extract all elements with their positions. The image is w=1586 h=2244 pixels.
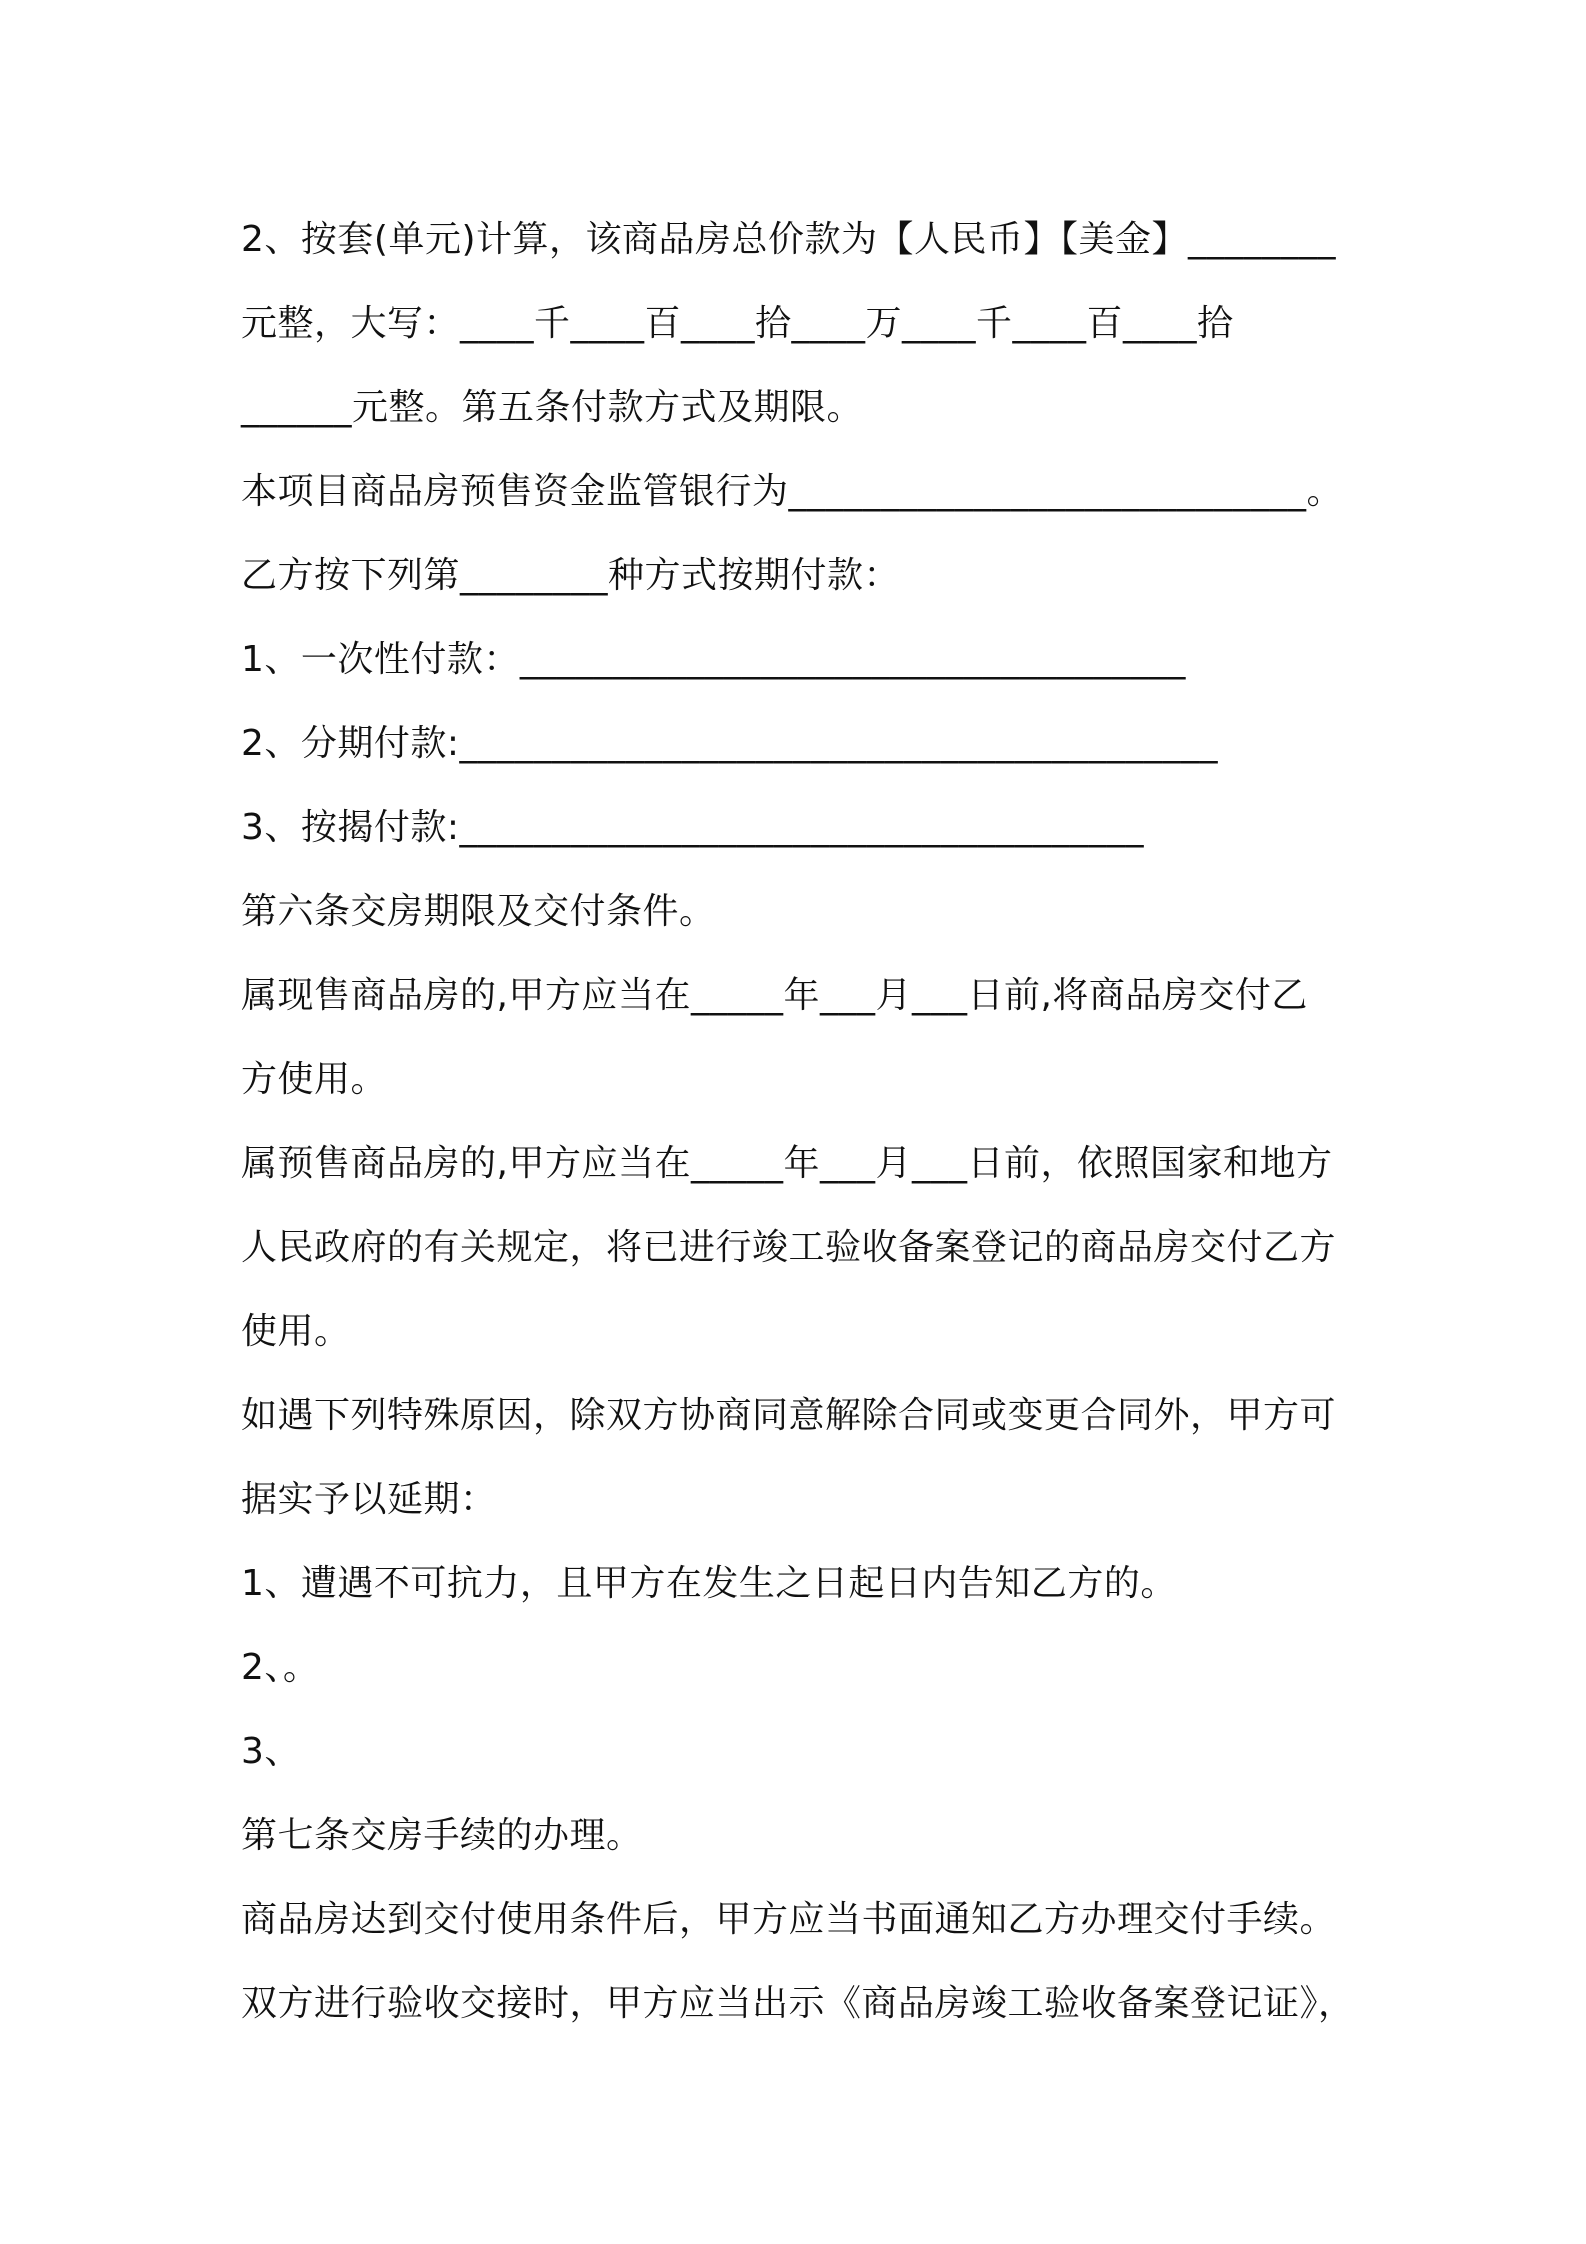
text-line: 属预售商品房的,甲方应当在_____年___月___日前，依照国家和地方 xyxy=(241,1143,1333,1184)
text-line: ______元整。第五条付款方式及期限。 xyxy=(241,387,864,428)
text-line: 3、按揭付款:_____________________________________ xyxy=(241,807,1145,848)
text-line: 据实予以延期： xyxy=(241,1479,497,1520)
text-line: 3、 xyxy=(241,1731,301,1772)
text-line: 1、遭遇不可抗力，且甲方在发生之日起日内告知乙方的。 xyxy=(241,1563,1177,1604)
text-line: 元整，大写：____千____百____拾____万____千____百____拾 xyxy=(241,303,1234,344)
text-line: 人民政府的有关规定，将已进行竣工验收备案登记的商品房交付乙方 xyxy=(241,1227,1337,1268)
text-line: 1、一次性付款：____________________________________ xyxy=(241,639,1186,680)
text-line: 乙方按下列第________种方式按期付款： xyxy=(241,555,901,596)
text-line: 方使用。 xyxy=(241,1059,388,1100)
text-line: 使用。 xyxy=(241,1311,351,1352)
text-line: 本项目商品房预售资金监管银行为____________________________。 xyxy=(241,471,1344,512)
text-line: 2、。 xyxy=(241,1647,320,1688)
text-line: 2、按套(单元)计算，该商品房总价款为【人民币】【美金】________ xyxy=(241,219,1336,260)
text-line: 商品房达到交付使用条件后，甲方应当书面通知乙方办理交付手续。 xyxy=(241,1899,1337,1940)
section-heading: 第七条交房手续的办理。 xyxy=(241,1815,643,1856)
text-line: 属现售商品房的,甲方应当在_____年___月___日前,将商品房交付乙 xyxy=(241,975,1308,1016)
text-line: 2、分期付款:_________________________________________ xyxy=(241,723,1219,764)
text-line: 双方进行验收交接时，甲方应当出示《商品房竣工验收备案登记证》， xyxy=(241,1983,1355,2024)
document-body xyxy=(241,198,1371,2046)
text-line: 如遇下列特殊原因，除双方协商同意解除合同或变更合同外，甲方可 xyxy=(241,1395,1337,1436)
section-heading: 第六条交房期限及交付条件。 xyxy=(241,891,716,932)
